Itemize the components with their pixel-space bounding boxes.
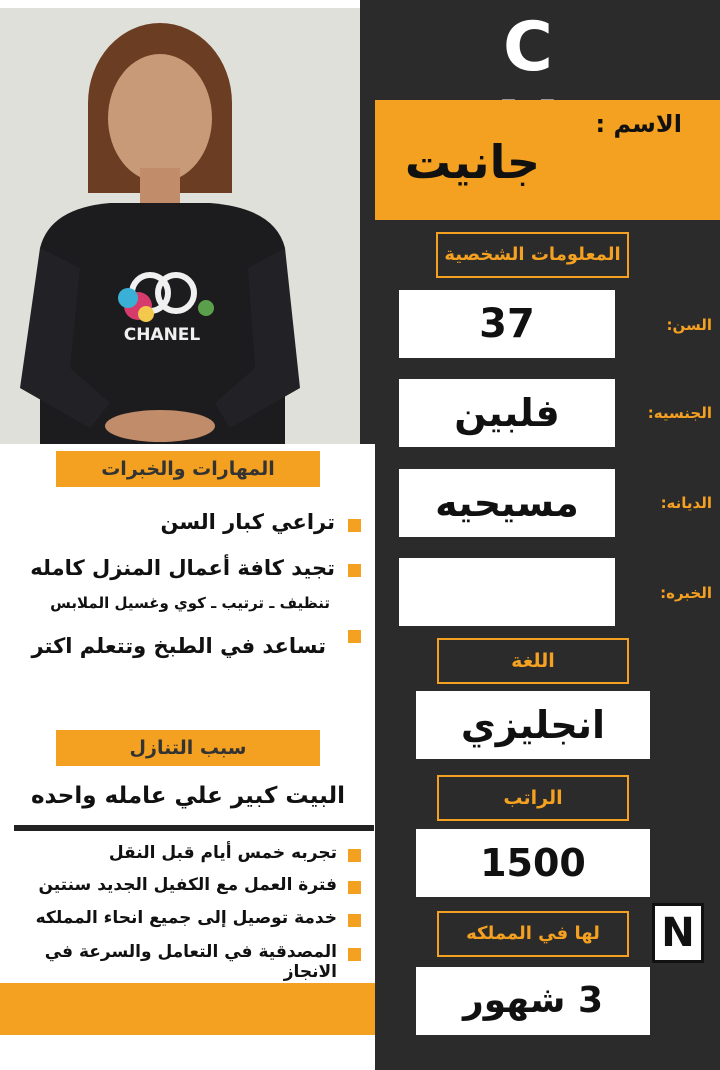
skill-bullet-icon	[348, 630, 361, 643]
nationality-value: فلبين	[399, 379, 615, 447]
experience-label: الخبره:	[660, 584, 712, 602]
salary-value: 1500	[416, 829, 650, 897]
skill-item: تساعد في الطبخ وتتعلم اكتر	[31, 634, 326, 658]
in-kingdom-value: 3 شهور	[416, 967, 650, 1035]
feature-item: فترة العمل مع الكفيل الجديد سنتين	[38, 875, 337, 895]
bottom-bar	[0, 983, 375, 1035]
age-label: السن:	[666, 316, 712, 334]
in-kingdom-heading: لها في المملكه	[437, 911, 629, 957]
feature-bullet-icon	[348, 881, 361, 894]
religion-label: الديانه:	[660, 494, 712, 512]
name-label: الاسم :	[595, 110, 682, 138]
name-value: جانيت	[404, 135, 540, 189]
nationality-label: الجنسيه:	[647, 404, 712, 422]
waiver-reason: البيت كبير علي عامله واحده	[30, 783, 345, 809]
salary-heading: الراتب	[437, 775, 629, 821]
feature-bullet-icon	[348, 849, 361, 862]
divider	[14, 825, 374, 831]
age-value: 37	[399, 290, 615, 358]
feature-item: خدمة توصيل إلى جميع انحاء المملكه	[35, 908, 337, 928]
skills-heading: المهارات والخبرات	[56, 451, 320, 487]
skill-bullet-icon	[348, 564, 361, 577]
cv-title: C	[503, 8, 567, 87]
candidate-photo-illustration	[0, 8, 360, 444]
religion-value: مسيحيه	[399, 469, 615, 537]
feature-bullet-icon	[348, 914, 361, 927]
language-heading: اللغة	[437, 638, 629, 684]
feature-bullet-icon	[348, 948, 361, 961]
candidate-photo	[0, 8, 360, 444]
personal-info-heading: المعلومات الشخصية	[436, 232, 629, 278]
photo-separator	[360, 0, 375, 444]
waiver-heading: سبب التنازل	[56, 730, 320, 766]
skill-subitem: تنظيف ـ ترتيب ـ كوي وغسيل الملابس	[50, 594, 330, 612]
language-value: انجليزي	[416, 691, 650, 759]
skill-bullet-icon	[348, 519, 361, 532]
skill-item: تجيد كافة أعمال المنزل كامله	[30, 556, 335, 580]
feature-item: تجربه خمس أيام قبل النقل	[108, 843, 337, 863]
feature-item: المصدقية في التعامل والسرعة في الانجاز	[44, 942, 337, 982]
n-badge: N	[652, 903, 704, 963]
experience-value	[399, 558, 615, 626]
shirt-logo-text: CHANEL	[123, 325, 201, 345]
skill-item: تراعي كبار السن	[160, 510, 335, 534]
